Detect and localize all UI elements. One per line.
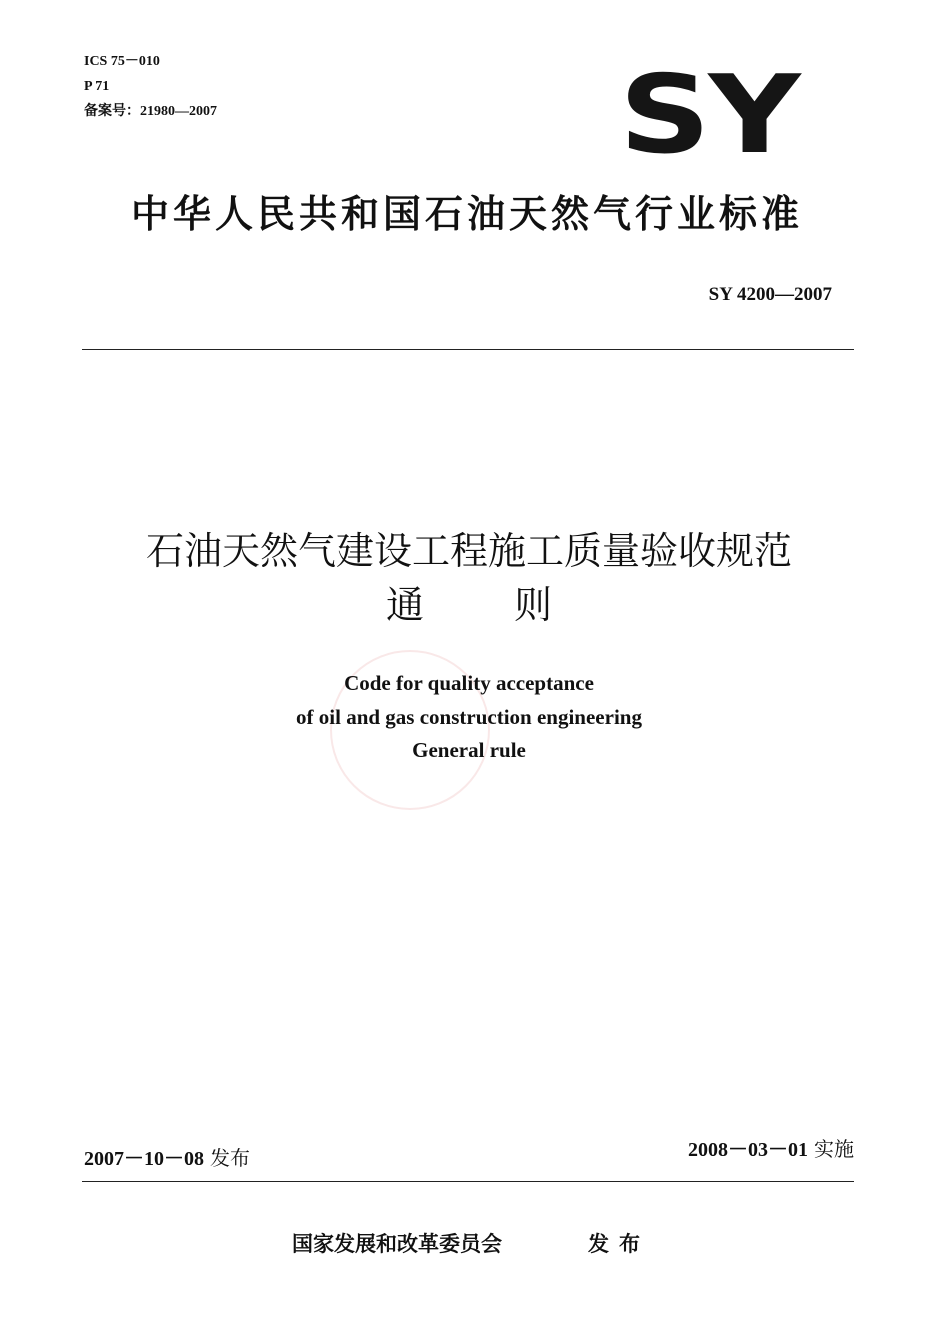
chinese-title-line-2-part-2: 则 <box>514 583 553 627</box>
issuing-authority: 国家发展和改革委员会 <box>292 1232 502 1256</box>
issue-label: 发布 <box>210 1146 250 1170</box>
english-title-line-3: General rule <box>412 738 526 762</box>
ics-code: ICS 75－010 <box>84 54 160 69</box>
effective-date-value: 2008－03－01 <box>688 1139 808 1161</box>
english-title-line-1: Code for quality acceptance <box>344 671 594 695</box>
chinese-title-line-1: 石油天然气建设工程施工质量验收规范 <box>145 529 792 573</box>
chinese-title-line-2 <box>0 580 938 630</box>
english-title-line-2: of oil and gas construction engineering <box>296 705 642 729</box>
filing-value: 21980—2007 <box>140 104 217 119</box>
issue-date-value: 2007－10－08 <box>84 1148 204 1170</box>
effective-label: 实施 <box>814 1137 854 1161</box>
effective-date <box>688 1137 854 1162</box>
industry-standard-title: 中华人民共和国石油天然气行业标准 <box>130 192 803 236</box>
standard-number: SY 4200—2007 <box>708 284 832 305</box>
issue-date <box>84 1146 250 1171</box>
sy-logo: SY <box>619 53 799 178</box>
top-divider <box>82 349 854 350</box>
filing-number <box>84 104 217 120</box>
chinese-title-line-2-part-1: 通 <box>385 583 424 627</box>
issuing-action: 发布 <box>588 1232 650 1256</box>
bottom-divider <box>82 1181 854 1182</box>
filing-label: 备案号： <box>84 104 140 119</box>
ccs-code: P 71 <box>84 79 110 94</box>
